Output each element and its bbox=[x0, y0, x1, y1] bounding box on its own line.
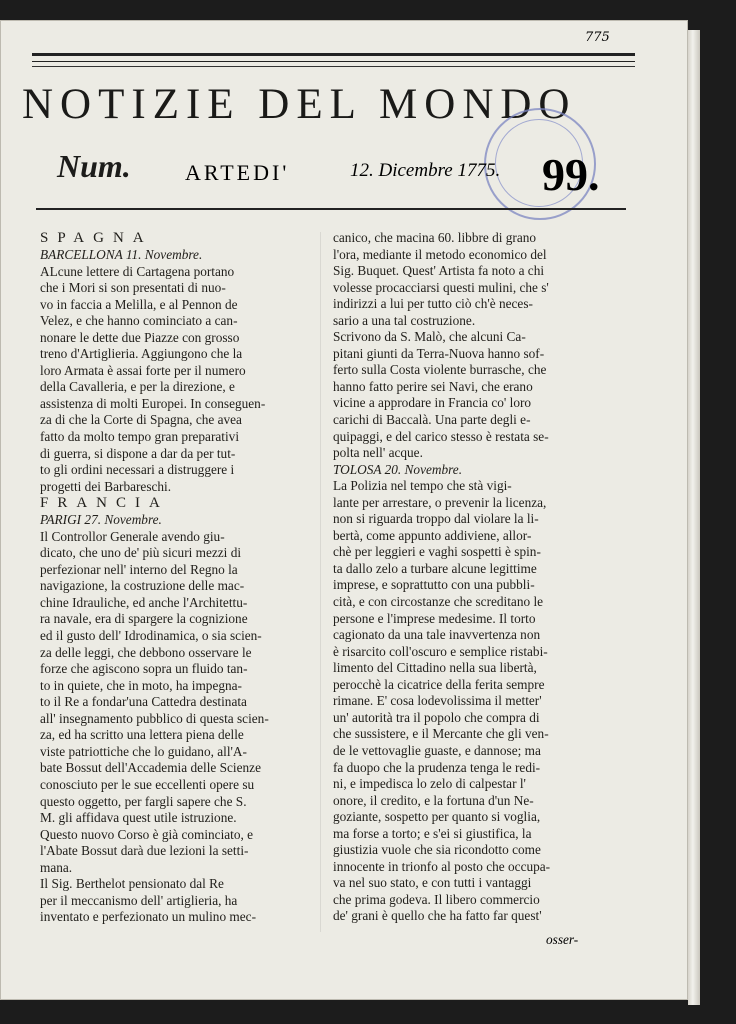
right-column bbox=[333, 230, 626, 925]
text-line: ma forse a torto; e s'ei si giustifica, la bbox=[333, 825, 532, 841]
issue-num-label: Num. bbox=[57, 148, 131, 184]
text-line: quipaggi, e del carico stesso è restata se- bbox=[333, 428, 549, 444]
text-line: to gli ordini necessari a distruggere i bbox=[40, 462, 235, 478]
text-line: è risarcito coll'oscuro e semplice ristabi- bbox=[333, 643, 548, 659]
catchword: osser- bbox=[546, 932, 579, 947]
text-line: viste patriottiche che lo guidano, all'A- bbox=[40, 743, 247, 759]
text-line: bate Bossut dell'Accademia delle Scienze bbox=[40, 760, 261, 776]
text-line: za di che la Corte di Spagna, che avea bbox=[40, 412, 242, 428]
page-number: 775 bbox=[585, 30, 610, 45]
issue-date: 12. Dicembre 1775. bbox=[350, 160, 501, 181]
masthead-title: NOTIZIE DEL MONDO bbox=[22, 81, 577, 128]
text-line: carichi di Baccalà. Una parte degli e- bbox=[333, 412, 531, 428]
dateline: BARCELLONA 11. Novembre. bbox=[40, 247, 203, 262]
column-divider bbox=[320, 232, 321, 932]
text-line: un' autorità tra il popolo che compra di bbox=[333, 709, 540, 725]
dateline: PARIGI 27. Novembre. bbox=[40, 512, 162, 528]
text-line: giustizia vuole che sia ricondotto come bbox=[333, 842, 541, 858]
text-line: chine Idrauliche, ed anche l'Architettu- bbox=[40, 594, 248, 610]
text-line: imprese, e soprattutto con una pubbli- bbox=[333, 577, 535, 593]
header-rule bbox=[36, 208, 626, 210]
text-line: indirizzi a lui per tutto ciò ch'è neces- bbox=[333, 296, 533, 312]
text-line: to il Re a fondar'una Cattedra destinata bbox=[40, 694, 247, 710]
text-line: onore, il credito, e la fortuna d'un Ne- bbox=[333, 792, 534, 808]
issue-day: ARTEDI' bbox=[185, 160, 290, 185]
text-line: de le vettovaglie guaste, e dannose; ma bbox=[333, 742, 541, 758]
top-rule-middle bbox=[32, 61, 635, 62]
text-line: conosciuto per le sue eccellenti opere su bbox=[40, 776, 255, 792]
text-line: che i Mori si son presentati di nuo- bbox=[40, 280, 226, 296]
page-edge bbox=[688, 30, 700, 1005]
text-line: za, ed ha scritto una lettera piena delle bbox=[40, 727, 244, 743]
text-line: per il meccanismo dell' artiglieria, ha bbox=[40, 892, 238, 908]
text-line: La Polizia nel tempo che stà vigi- bbox=[333, 478, 512, 494]
text-line: rimane. E' cosa lodevolissima il metter' bbox=[333, 693, 542, 709]
text-line: Scrivono da S. Malò, che alcuni Ca- bbox=[333, 329, 526, 345]
text-line: cagionato da una tale inavvertenza non bbox=[333, 627, 541, 643]
section-heading: FRANCIA bbox=[40, 495, 169, 512]
text-line: della Cavalleria, e per la direzione, e bbox=[40, 379, 235, 395]
text-line: che prima godeva. Il libero commercio bbox=[333, 891, 540, 907]
text-line: to in quiete, che in moto, ha impegna- bbox=[40, 677, 242, 693]
text-line: ta dallo zelo a turbare alcune legittime bbox=[333, 560, 537, 576]
text-line: Il Sig. Berthelot pensionato dal Re bbox=[40, 876, 224, 892]
text-line: questo oggetto, per fargli sapere che S. bbox=[40, 793, 247, 809]
section-heading: SPAGNA bbox=[40, 230, 153, 246]
text-line: progetti dei Barbareschi. bbox=[40, 478, 172, 494]
text-line: hanno fatto perire sei Navi, che erano bbox=[333, 378, 533, 394]
text-line: mana. bbox=[40, 859, 73, 875]
text-line: persone e l'imprese medesime. Il torto bbox=[333, 610, 536, 626]
text-line: dicato, che uno de' più sicuri mezzi di bbox=[40, 545, 242, 561]
text-line: perocchè la cicatrice della ferita sempre bbox=[333, 676, 545, 692]
text-line: ALcune lettere di Cartagena portano bbox=[40, 263, 235, 279]
text-line: limento del Cittadino nella sua libertà, bbox=[333, 660, 537, 676]
text-line: canico, che macina 60. libbre di grano bbox=[333, 230, 537, 245]
left-column bbox=[40, 230, 308, 926]
text-line: chè per leggieri e vaghi sospetti è spin- bbox=[333, 544, 541, 560]
text-line: goziante, sospetto per quanto si voglia, bbox=[333, 809, 541, 825]
text-line: navigazione, la costruzione delle mac- bbox=[40, 578, 245, 594]
text-line: inventato e perfezionato un mulino mec- bbox=[40, 909, 256, 925]
text-line: cità, e con circostanze che screditano le bbox=[333, 594, 544, 610]
text-line: forze che agiscono sopra un fluido tan- bbox=[40, 661, 248, 677]
text-line: che sussistere, e il Mercante che gli ven- bbox=[333, 726, 549, 742]
text-line: assistenza di molti Europei. In conseguen- bbox=[40, 395, 266, 411]
text-line: Il Controllor Generale avendo giu- bbox=[40, 528, 225, 544]
text-line: za delle leggi, che debbono osservare le bbox=[40, 644, 252, 660]
text-line: sario a una tal costruzione. bbox=[333, 312, 476, 328]
text-line: di guerra, si dispone a dar da per tut- bbox=[40, 445, 236, 461]
text-line: volesse procacciarsi questi mulini, che s' bbox=[333, 279, 549, 295]
text-line: lante per arrestare, o prevenir la licenza, bbox=[333, 494, 547, 510]
text-line: l'Abate Bossut darà due lezioni la setti- bbox=[40, 843, 249, 859]
text-line: nonare le dette due Piazze con grosso bbox=[40, 329, 240, 345]
text-line: perfezionar nell' interno del Regno la bbox=[40, 561, 238, 577]
text-line: non si riguarda troppo dal violare la li- bbox=[333, 511, 539, 527]
top-rule-thin bbox=[32, 66, 635, 67]
text-line: polta nell' acque. bbox=[333, 445, 423, 461]
dateline: TOLOSA 20. Novembre. bbox=[333, 461, 463, 477]
text-line: ed il gusto dell' Idrodinamica, o sia scien- bbox=[40, 628, 262, 644]
text-line: vo in faccia a Melilla, e al Pennon de bbox=[40, 296, 238, 312]
text-line: treno d'Artiglieria. Aggiungono che la bbox=[40, 346, 243, 362]
text-line: M. gli affidava quest utile istruzione. bbox=[40, 810, 237, 826]
text-line: ra navale, era di spargere la cognizione bbox=[40, 611, 248, 627]
text-line: innocente in trionfo al posto che occupa- bbox=[333, 858, 551, 874]
text-line: pitani giunti da Terra-Nuova hanno sof- bbox=[333, 345, 545, 361]
text-line: ni, e impedisca lo zelo di calpestar l' bbox=[333, 776, 526, 792]
issue-number: 99. bbox=[542, 149, 600, 200]
text-line: Questo nuovo Corso è già cominciato, e bbox=[40, 826, 254, 842]
text-line: all' insegnamento pubblico di questa scien- bbox=[40, 710, 269, 726]
text-line: fa duopo che la prudenza tenga le redi- bbox=[333, 759, 541, 775]
text-line: bertà, come appunto addiviene, allor- bbox=[333, 527, 532, 543]
text-line: Velez, e che hanno cominciato a can- bbox=[40, 313, 238, 329]
text-line: de' grani è quello che ha fatto far quest' bbox=[333, 908, 542, 924]
text-line: loro Armata è assai forte per il numero bbox=[40, 362, 246, 378]
text-line: Sig. Buquet. Quest' Artista fa noto a chi bbox=[333, 263, 545, 279]
text-line: fatto da molto tempo gran preparativi bbox=[40, 429, 240, 445]
text-line: ferto sulla Costa violente burrasche, che bbox=[333, 362, 547, 378]
text-line: va nel suo stato, e con tutti i vantaggi bbox=[333, 875, 532, 891]
top-rule-thick bbox=[32, 53, 635, 56]
text-line: vicine a approdare in Francia co' loro bbox=[333, 395, 532, 411]
text-line: l'ora, mediante il metodo economico del bbox=[333, 246, 547, 262]
